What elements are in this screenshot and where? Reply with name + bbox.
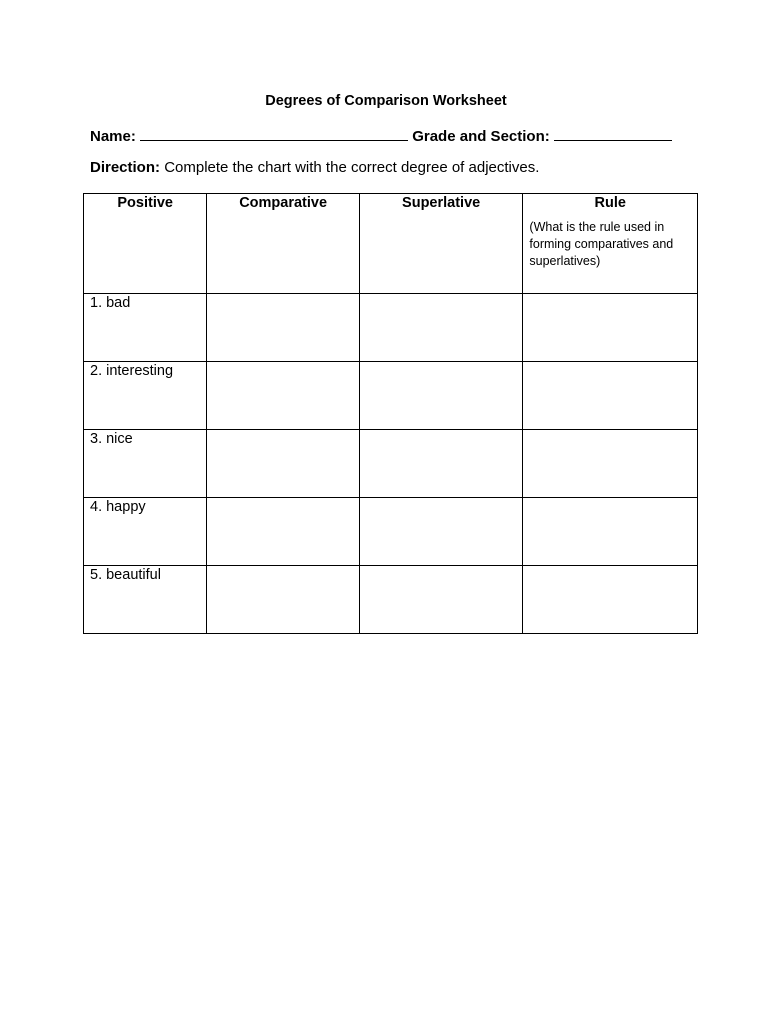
name-label: Name: — [90, 128, 136, 145]
grade-section-field[interactable] — [554, 126, 672, 141]
table-row — [84, 294, 698, 362]
comparative-cell[interactable] — [207, 294, 359, 362]
superlative-cell[interactable] — [359, 498, 523, 566]
table-row — [84, 498, 698, 566]
superlative-cell[interactable] — [359, 566, 523, 634]
superlative-cell[interactable] — [359, 362, 523, 430]
direction-label: Direction: — [90, 159, 161, 176]
rule-cell[interactable] — [523, 430, 698, 498]
positive-cell: 2. interesting — [84, 362, 207, 430]
header-superlative: Superlative — [359, 194, 523, 294]
comparative-cell[interactable] — [207, 566, 359, 634]
positive-cell: 4. happy — [84, 498, 207, 566]
comparative-cell[interactable] — [207, 498, 359, 566]
rule-cell[interactable] — [523, 566, 698, 634]
superlative-cell[interactable] — [359, 294, 523, 362]
table-row — [84, 362, 698, 430]
chart-header-row — [84, 194, 698, 294]
comparative-cell[interactable] — [207, 362, 359, 430]
positive-cell: 5. beautiful — [84, 566, 207, 634]
positive-cell: 3. nice — [84, 430, 207, 498]
header-rule: Rule (What is the rule used in forming comparatives and superlatives) — [523, 194, 698, 294]
worksheet-title: Degrees of Comparison Worksheet — [265, 93, 507, 109]
comparison-chart — [83, 193, 698, 634]
rule-cell[interactable] — [523, 498, 698, 566]
header-comparative: Comparative — [207, 194, 359, 294]
header-positive: Positive — [84, 194, 207, 294]
name-grade-line — [90, 126, 672, 145]
superlative-cell[interactable] — [359, 430, 523, 498]
name-field[interactable] — [140, 126, 408, 141]
comparative-cell[interactable] — [207, 430, 359, 498]
table-row — [84, 566, 698, 634]
direction-line — [90, 159, 539, 176]
rule-note: (What is the rule used in forming comparatives and superlatives) — [529, 220, 674, 268]
grade-section-label: Grade and Section: — [412, 128, 550, 145]
rule-cell[interactable] — [523, 294, 698, 362]
positive-cell: 1. bad — [84, 294, 207, 362]
direction-text: Complete the chart with the correct degree of adjectives. — [164, 159, 540, 176]
rule-cell[interactable] — [523, 362, 698, 430]
table-row — [84, 430, 698, 498]
